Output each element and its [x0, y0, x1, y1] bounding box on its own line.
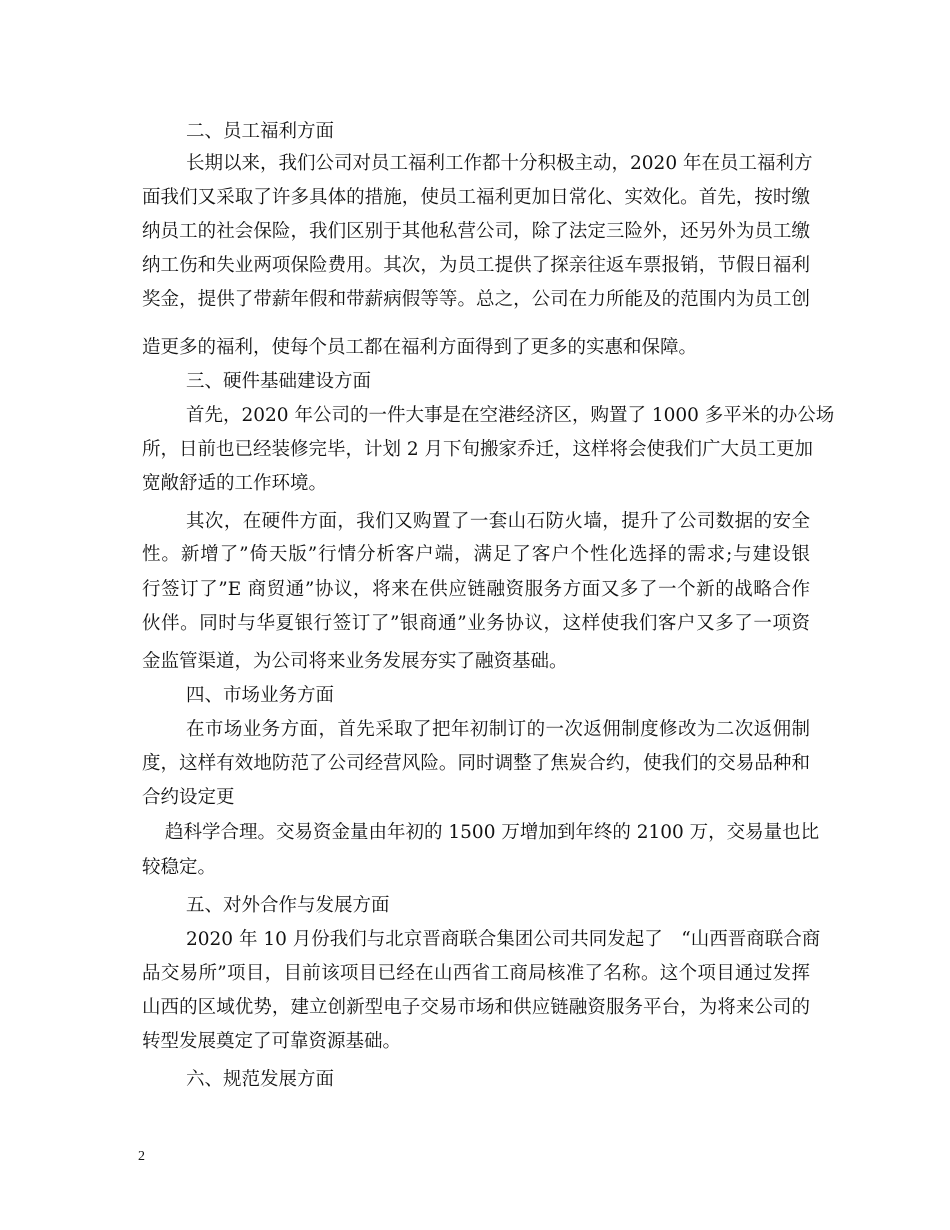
- section-heading-cooperation: 五、对外合作与发展方面: [186, 895, 390, 916]
- paragraph-line: 度，这样有效地防范了公司经营风险。同时调整了焦炭合约，使我们的交易品种和: [142, 753, 810, 774]
- paragraph-line: 转型发展奠定了可靠资源基础。: [142, 1031, 402, 1052]
- section-heading-standardization: 六、规范发展方面: [186, 1069, 335, 1090]
- paragraph-line: 趋科学合理。交易资金量由年初的 1500 万增加到年终的 2100 万，交易量也比: [165, 822, 820, 843]
- paragraph-line: 合约设定更: [142, 787, 235, 808]
- section-heading-employee-welfare: 二、员工福利方面: [186, 121, 335, 142]
- paragraph-line: 伙伴。同时与华夏银行签订了”银商通”业务协议，这样使我们客户又多了一项资: [142, 613, 810, 634]
- paragraph-line: 造更多的福利，使每个员工都在福利方面得到了更多的实惠和保障。: [142, 337, 698, 358]
- section-heading-market: 四、市场业务方面: [186, 685, 335, 706]
- paragraph-line: 其次，在硬件方面，我们又购置了一套山石防火墙，提升了公司数据的安全: [186, 511, 810, 532]
- paragraph-line: 首先，2020 年公司的一件大事是在空港经济区，购置了 1000 多平米的办公场: [186, 405, 835, 426]
- paragraph-line: 长期以来，我们公司对员工福利工作都十分积极主动，2020 年在员工福利方: [186, 153, 813, 174]
- paragraph-line: 所，日前也已经装修完毕，计划 2 月下旬搬家乔迁，这样将会使我们广大员工更加: [142, 439, 814, 460]
- paragraph-line: 性。新增了”倚天版”行情分析客户端，满足了客户个性化选择的需求;与建设银: [142, 544, 810, 565]
- paragraph-line: 山西的区域优势，建立创新型电子交易市场和供应链融资服务平台，为将来公司的: [142, 997, 810, 1018]
- paragraph-line: 较稳定。: [142, 857, 217, 878]
- page-number: 2: [138, 1149, 145, 1164]
- paragraph-line: 行签订了”E 商贸通”协议，将来在供应链融资服务方面又多了一个新的战略合作: [142, 579, 810, 600]
- paragraph-line: 纳员工的社会保险，我们区别于其他私营公司，除了法定三险外，还另外为员工缴: [142, 221, 810, 242]
- paragraph-line: 宽敞舒适的工作环境。: [142, 473, 328, 494]
- paragraph-line: 金监管渠道，为公司将来业务发展夯实了融资基础。: [142, 651, 568, 672]
- paragraph-line: 奖金，提供了带薪年假和带薪病假等等。总之，公司在力所能及的范围内为员工创: [142, 289, 810, 310]
- paragraph-line: 2020 年 10 月份我们与北京晋商联合集团公司共同发起了 “山西晋商联合商: [186, 929, 821, 950]
- paragraph-line: 面我们又采取了许多具体的措施，使员工福利更加日常化、实效化。首先，按时缴: [142, 187, 810, 208]
- paragraph-line: 品交易所”项目，目前该项目已经在山西省工商局核准了名称。这个项目通过发挥: [142, 963, 810, 984]
- paragraph-line: 在市场业务方面，首先采取了把年初制订的一次返佣制度修改为二次返佣制: [186, 719, 810, 740]
- section-heading-hardware: 三、硬件基础建设方面: [186, 371, 372, 392]
- paragraph-line: 纳工伤和失业两项保险费用。其次，为员工提供了探亲往返车票报销，节假日福利: [142, 255, 810, 276]
